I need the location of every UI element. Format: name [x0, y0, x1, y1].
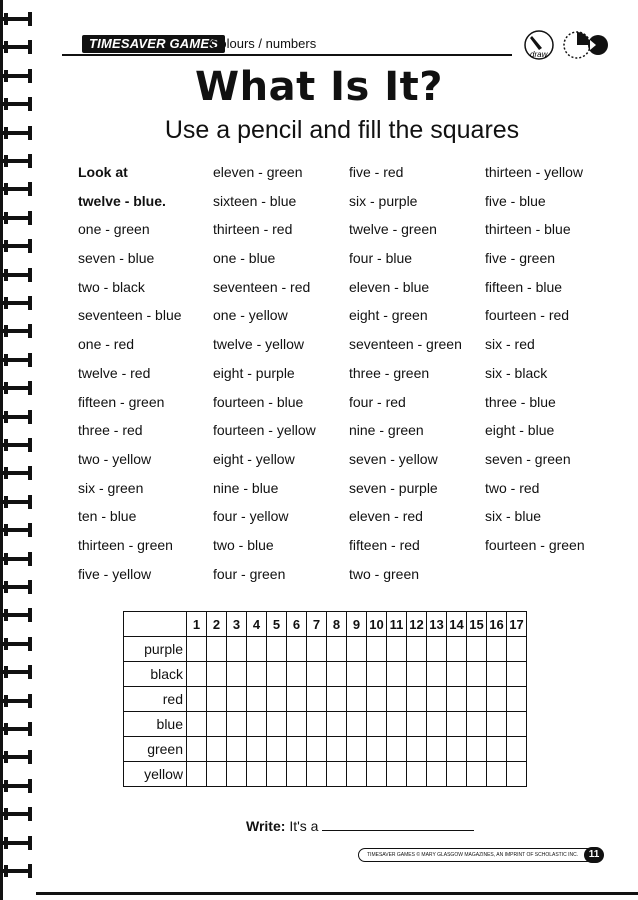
list-item: fifteen - red: [349, 536, 420, 553]
list-item: eight - yellow: [213, 450, 295, 467]
grid-column-number: 15: [467, 612, 487, 637]
grid-column-number: 6: [287, 612, 307, 637]
spiral-ring: [2, 637, 34, 651]
list-item: twelve - red: [78, 364, 151, 381]
grid-column-number: 9: [347, 612, 367, 637]
grid-square[interactable]: [247, 662, 267, 687]
spiral-ring: [2, 296, 34, 310]
answer-line[interactable]: [322, 816, 474, 831]
grid-square[interactable]: [187, 762, 207, 787]
grid-square[interactable]: [347, 762, 367, 787]
grid-square[interactable]: [207, 637, 227, 662]
list-item: six - green: [78, 479, 144, 496]
grid-square[interactable]: [347, 687, 367, 712]
list-item: five - yellow: [78, 565, 152, 582]
spiral-ring: [2, 40, 34, 54]
grid-square[interactable]: [407, 712, 427, 737]
grid-square[interactable]: [267, 687, 287, 712]
word-column-2: [213, 162, 316, 592]
grid-square[interactable]: [327, 662, 347, 687]
grid-square[interactable]: [307, 712, 327, 737]
list-item: two - blue: [213, 536, 274, 553]
grid-square[interactable]: [287, 737, 307, 762]
grid-square[interactable]: [227, 687, 247, 712]
list-item: five - blue: [485, 192, 546, 209]
spiral-ring: [2, 750, 34, 764]
list-item: nine - green: [349, 422, 424, 439]
grid-square[interactable]: [467, 662, 487, 687]
spiral-ring: [2, 381, 34, 395]
spiral-ring: [2, 182, 34, 196]
grid-square[interactable]: [267, 662, 287, 687]
grid-row-label: red: [124, 687, 187, 712]
list-item: sixteen - blue: [213, 192, 297, 209]
grid-square[interactable]: [447, 712, 467, 737]
list-item: six - black: [485, 364, 548, 381]
list-item: four - red: [349, 393, 406, 410]
series-badge: TIMESAVER GAMES: [82, 35, 225, 53]
grid-square[interactable]: [367, 637, 387, 662]
list-item: one - blue: [213, 250, 276, 267]
colour-grid: [123, 611, 527, 787]
grid-row-label: blue: [124, 712, 187, 737]
grid-square[interactable]: [407, 762, 427, 787]
grid-square[interactable]: [187, 737, 207, 762]
grid-square[interactable]: [487, 662, 507, 687]
table-row: [124, 762, 527, 787]
grid-square[interactable]: [487, 687, 507, 712]
table-row: [124, 712, 527, 737]
list-item: eight - purple: [213, 364, 295, 381]
list-item: seventeen - blue: [78, 307, 182, 324]
grid-column-number: 13: [427, 612, 447, 637]
list-item: seventeen - red: [213, 278, 311, 295]
list-item: eleven - blue: [349, 278, 430, 295]
grid-square[interactable]: [467, 687, 487, 712]
grid-square[interactable]: [207, 662, 227, 687]
list-item: six - red: [485, 336, 535, 353]
list-item: four - green: [213, 565, 286, 582]
spiral-ring: [2, 552, 34, 566]
grid-square[interactable]: [447, 687, 467, 712]
grid-square[interactable]: [427, 762, 447, 787]
grid-square[interactable]: [227, 637, 247, 662]
list-item: fourteen - green: [485, 536, 585, 553]
grid-column-number: 7: [307, 612, 327, 637]
page-subtitle: Use a pencil and fill the squares: [164, 116, 520, 144]
list-item: fourteen - yellow: [213, 422, 316, 439]
spiral-ring: [2, 665, 34, 679]
list-item: fifteen - green: [78, 393, 165, 410]
grid-square[interactable]: [387, 662, 407, 687]
spiral-ring: [2, 608, 34, 622]
header-icons: [522, 28, 612, 62]
list-item: nine - blue: [213, 479, 279, 496]
grid-square[interactable]: [227, 737, 247, 762]
grid-square[interactable]: [507, 687, 527, 712]
grid-square[interactable]: [307, 637, 327, 662]
grid-column-number: 14: [447, 612, 467, 637]
grid-square[interactable]: [347, 712, 367, 737]
grid-column-number: 8: [327, 612, 347, 637]
grid-column-number: 12: [407, 612, 427, 637]
grid-square[interactable]: [227, 762, 247, 787]
grid-square[interactable]: [507, 662, 527, 687]
list-item: three - blue: [485, 393, 556, 410]
grid-square[interactable]: [327, 737, 347, 762]
table-row: [124, 687, 527, 712]
grid-square[interactable]: [227, 662, 247, 687]
spiral-ring: [2, 523, 34, 537]
grid-row-label: purple: [124, 637, 187, 662]
grid-square[interactable]: [247, 712, 267, 737]
list-item: thirteen - red: [213, 221, 293, 238]
spiral-ring: [2, 864, 34, 878]
list-item: Look at: [78, 164, 128, 180]
grid-square[interactable]: [347, 662, 367, 687]
list-item: seven - green: [485, 450, 571, 467]
grid-column-number: 2: [207, 612, 227, 637]
grid-row-label: green: [124, 737, 187, 762]
bottom-rule: [36, 892, 638, 895]
grid-square[interactable]: [207, 737, 227, 762]
list-item: one - red: [78, 336, 135, 353]
grid-square[interactable]: [447, 762, 467, 787]
grid-square[interactable]: [427, 712, 447, 737]
grid-square[interactable]: [407, 662, 427, 687]
grid-square[interactable]: [467, 637, 487, 662]
grid-square[interactable]: [407, 737, 427, 762]
word-column-4: [485, 162, 585, 564]
list-item: fifteen - blue: [485, 278, 563, 295]
grid-square[interactable]: [407, 687, 427, 712]
grid-column-number: 1: [187, 612, 207, 637]
grid-square[interactable]: [367, 687, 387, 712]
grid-square[interactable]: [347, 737, 367, 762]
grid-square[interactable]: [507, 762, 527, 787]
grid-square[interactable]: [187, 637, 207, 662]
grid-square[interactable]: [367, 662, 387, 687]
list-item: thirteen - yellow: [485, 164, 584, 180]
grid-square[interactable]: [427, 687, 447, 712]
grid-square[interactable]: [387, 762, 407, 787]
write-label: Write:: [246, 818, 286, 834]
grid-square[interactable]: [187, 687, 207, 712]
grid-square[interactable]: [487, 762, 507, 787]
list-item: twelve - yellow: [213, 336, 305, 353]
grid-corner: [124, 612, 187, 637]
spiral-ring: [2, 410, 34, 424]
grid-column-number: 16: [487, 612, 507, 637]
word-column-1: [78, 162, 182, 592]
list-item: thirteen - blue: [485, 221, 571, 238]
grid-square[interactable]: [287, 662, 307, 687]
grid-square[interactable]: [487, 712, 507, 737]
spiral-ring: [2, 466, 34, 480]
grid-row-label: yellow: [124, 762, 187, 787]
page-title: What Is It?: [195, 64, 443, 110]
grid-square[interactable]: [187, 662, 207, 687]
grid-column-number: 11: [387, 612, 407, 637]
grid-square[interactable]: [247, 637, 267, 662]
pencil-clock-icon: [522, 28, 612, 62]
list-item: two - black: [78, 278, 145, 295]
list-item: three - green: [349, 364, 430, 381]
grid-square[interactable]: [447, 637, 467, 662]
list-item: four - yellow: [213, 508, 289, 525]
grid-square[interactable]: [247, 737, 267, 762]
grid-square[interactable]: [467, 737, 487, 762]
grid-column-number: 4: [247, 612, 267, 637]
list-item: one - green: [78, 221, 150, 238]
list-item: six - purple: [349, 192, 418, 209]
grid-square[interactable]: [387, 687, 407, 712]
list-item: fourteen - red: [485, 307, 570, 324]
grid-square[interactable]: [347, 637, 367, 662]
table-row: [124, 737, 527, 762]
grid-square[interactable]: [327, 762, 347, 787]
grid-column-number: 10: [367, 612, 387, 637]
spiral-ring: [2, 438, 34, 452]
list-item: eight - green: [349, 307, 428, 324]
category-label: Colours / numbers: [210, 36, 317, 51]
list-item: fourteen - blue: [213, 393, 304, 410]
list-item: seven - yellow: [349, 450, 438, 467]
grid-square[interactable]: [447, 737, 467, 762]
list-item: ten - blue: [78, 508, 137, 525]
list-item: five - green: [485, 250, 556, 267]
draw-label: draw: [530, 50, 548, 59]
spiral-ring: [2, 353, 34, 367]
list-item: two - red: [485, 479, 540, 496]
grid-square[interactable]: [407, 637, 427, 662]
spiral-ring: [2, 807, 34, 821]
grid-square[interactable]: [287, 712, 307, 737]
list-item: one - yellow: [213, 307, 288, 324]
spiral-ring: [2, 495, 34, 509]
grid-column-number: 17: [507, 612, 527, 637]
grid-square[interactable]: [307, 737, 327, 762]
grid-square[interactable]: [467, 712, 487, 737]
table-row: [124, 637, 527, 662]
answer-row: [246, 816, 474, 834]
grid-square[interactable]: [207, 712, 227, 737]
grid-square[interactable]: [447, 662, 467, 687]
grid-square[interactable]: [207, 687, 227, 712]
grid-square[interactable]: [507, 637, 527, 662]
grid-column-number: 3: [227, 612, 247, 637]
list-item: eleven - green: [213, 164, 303, 180]
list-item: two - yellow: [78, 450, 152, 467]
spiral-ring: [2, 211, 34, 225]
grid-square[interactable]: [507, 712, 527, 737]
grid-header-row: [124, 612, 527, 637]
grid-square[interactable]: [387, 637, 407, 662]
spiral-ring: [2, 779, 34, 793]
list-item: seventeen - green: [349, 336, 462, 353]
footer-credit: TIMESAVER GAMES © MARY GLASGOW MAGAZINES, AN IMPRINT OF SCHOLASTIC INC.: [358, 848, 594, 862]
grid-square[interactable]: [287, 762, 307, 787]
grid-square[interactable]: [267, 712, 287, 737]
grid-square[interactable]: [327, 687, 347, 712]
page-header: [62, 32, 622, 58]
list-item: thirteen - green: [78, 536, 173, 553]
list-item: two - green: [349, 565, 420, 582]
grid-square[interactable]: [267, 762, 287, 787]
grid-square[interactable]: [247, 687, 267, 712]
answer-prefix: It's a: [289, 818, 319, 834]
grid-square[interactable]: [307, 687, 327, 712]
grid-square[interactable]: [287, 637, 307, 662]
spiral-ring: [2, 722, 34, 736]
list-item: three - red: [78, 422, 143, 439]
grid-square[interactable]: [507, 737, 527, 762]
list-item: seven - blue: [78, 250, 155, 267]
grid-square[interactable]: [367, 712, 387, 737]
spiral-ring: [2, 154, 34, 168]
grid-square[interactable]: [207, 762, 227, 787]
list-item: six - blue: [485, 508, 542, 525]
grid-square[interactable]: [227, 712, 247, 737]
grid-square[interactable]: [307, 662, 327, 687]
grid-square[interactable]: [247, 762, 267, 787]
grid-row-label: black: [124, 662, 187, 687]
page-number: 11: [584, 847, 604, 863]
grid-square[interactable]: [327, 712, 347, 737]
grid-square[interactable]: [267, 637, 287, 662]
grid-square[interactable]: [387, 737, 407, 762]
header-rule: [62, 54, 512, 56]
list-item: eleven - red: [349, 508, 423, 525]
spiral-ring: [2, 268, 34, 282]
grid-square[interactable]: [487, 637, 507, 662]
grid-square[interactable]: [307, 762, 327, 787]
list-item: four - blue: [349, 250, 413, 267]
spiral-ring: [2, 694, 34, 708]
table-row: [124, 662, 527, 687]
list-item: seven - purple: [349, 479, 438, 496]
grid-square[interactable]: [427, 637, 447, 662]
spiral-ring: [2, 580, 34, 594]
grid-square[interactable]: [187, 712, 207, 737]
list-item: twelve - green: [349, 221, 437, 238]
spiral-ring: [2, 836, 34, 850]
grid-square[interactable]: [367, 737, 387, 762]
grid-square[interactable]: [427, 662, 447, 687]
grid-column-number: 5: [267, 612, 287, 637]
grid-square[interactable]: [487, 737, 507, 762]
grid-square[interactable]: [327, 637, 347, 662]
grid-square[interactable]: [367, 762, 387, 787]
grid-square[interactable]: [267, 737, 287, 762]
grid-square[interactable]: [387, 712, 407, 737]
list-item: eight - blue: [485, 422, 555, 439]
spiral-ring: [2, 324, 34, 338]
spiral-ring: [2, 12, 34, 26]
spiral-ring: [2, 239, 34, 253]
word-column-3: [349, 162, 462, 592]
grid-square[interactable]: [427, 737, 447, 762]
grid-square[interactable]: [467, 762, 487, 787]
list-item: twelve - blue.: [78, 192, 166, 209]
grid-square[interactable]: [287, 687, 307, 712]
list-item: five - red: [349, 164, 404, 180]
